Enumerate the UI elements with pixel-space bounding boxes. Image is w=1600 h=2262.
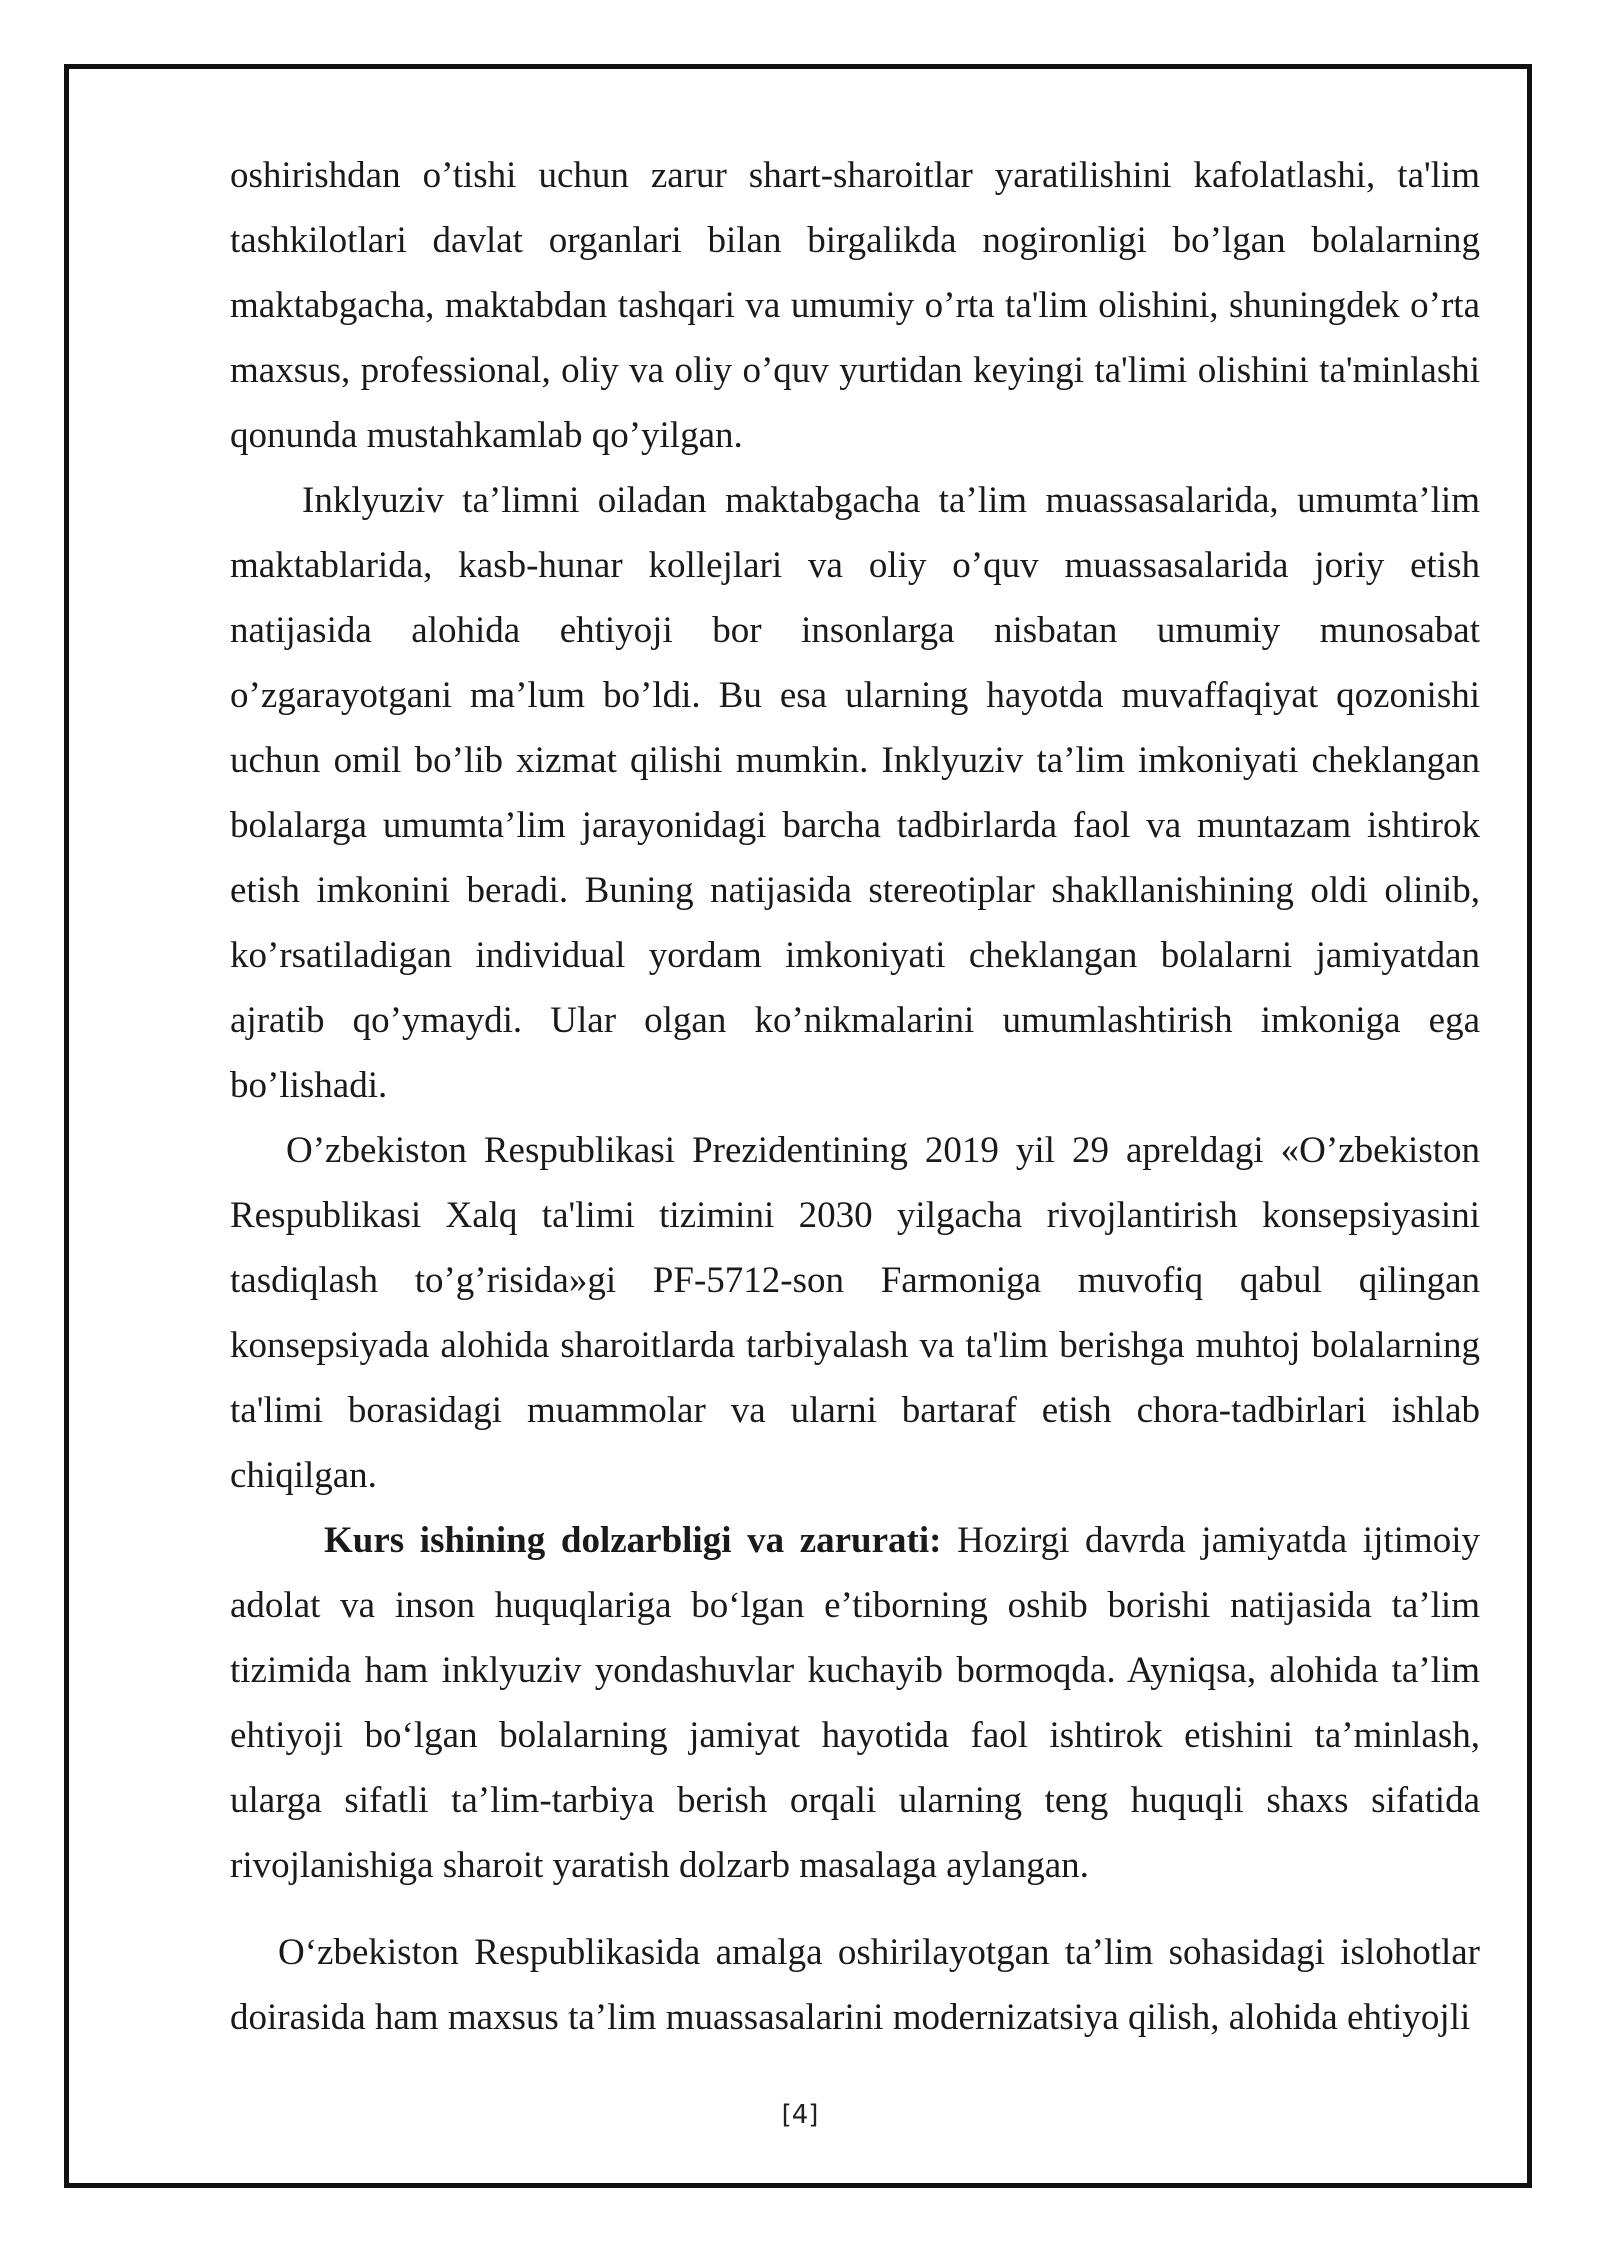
paragraph-3: O’zbekiston Respublikasi Prezidentining 2019 yil 29 apreldagi «O’zbekiston Respublikasi Xalq ta'limi tizimini 2030 yilgacha rivojlantirish konsepsiyasini tasdiqlash to’g’risida»gi PF-5712-son Farmoniga muvofiq qabul qilingan konsepsiyada alohida sharoitlarda tarbiyalash va ta'lim berishga muhtoj bolalarning ta'limi borasidagi muammolar va ularni bartaraf etish chora-tadbirlari ishlab chiqilgan.: [230, 1130, 1480, 1496]
paragraph-2: Inklyuziv ta’limni oiladan maktabgacha ta’lim muassasalarida, umumta’lim maktablarida, kasb-hunar kollejlari va oliy o’quv muassasalarida joriy etish natijasida alohida ehtiyoji bor insonlarga nisbatan umumiy munosabat o’zgarayotgani ma’lum bo’ldi. Bu esa ularning hayotda muvaffaqiyat qozonishi uchun omil bo’lib xizmat qilishi mumkin. Inklyuziv ta’lim imkoniyati cheklangan bolalarga umumta’lim jarayonidagi barcha tadbirlarda faol va muntazam ishtirok etish imkonini beradi. Buning natijasida stereotiplar shakllanishining oldi olinib, ko’rsatiladigan individual yordam imkoniyati cheklangan bolalarni jamiyatdan ajratib qo’ymaydi. Ular olgan ko’nikmalarini umumlashtirish imkoniga ega bo’lishadi.: [230, 480, 1480, 1106]
section-heading-inline: Kurs ishining dolzarbligi va zarurati:: [324, 1520, 942, 1561]
paragraph-4-text: Hozirgi davrda jamiyatda ijtimoiy adolat va inson huquqlariga bo‘lgan e’tiborning oshib borishi natijasida ta’lim tizimida ham inklyuziv yondashuvlar kuchayib bormoqda. Ayniqsa, alohida ta’lim ehtiyoji bo‘lgan bolalarning jamiyat hayotida faol ishtirok etishini ta’minlash, ularga sifatli ta’lim-tarbiya berish orqali ularning teng huquqli shaxs sifatida rivojlanishiga sharoit yaratish dolzarb masalaga aylangan.: [230, 1520, 1480, 1886]
paragraph-5: O‘zbekiston Respublikasida amalga oshirilayotgan ta’lim sohasidagi islohotlar doirasida ham maxsus ta’lim muassasalarini modernizatsiya qilish, alohida ehtiyojli: [230, 1932, 1480, 2038]
document-body: [230, 143, 1480, 2050]
paragraph-1: oshirishdan o’tishi uchun zarur shart-sharoitlar yaratilishini kafolatlashi, ta'lim tashkilotlari davlat organlari bilan birgalikda nogironligi bo’lgan bolalarning maktabgacha, maktabdan tashqari va umumiy o’rta ta'lim olishini, shuningdek o’rta maxsus, professional, oliy va oliy o’quv yurtidan keyingi ta'limi olishini ta'minlashi qonunda mustahkamlab qo’yilgan.: [230, 155, 1480, 456]
paragraph-4: [230, 1508, 1480, 1898]
page-number: [4]: [781, 2100, 819, 2130]
